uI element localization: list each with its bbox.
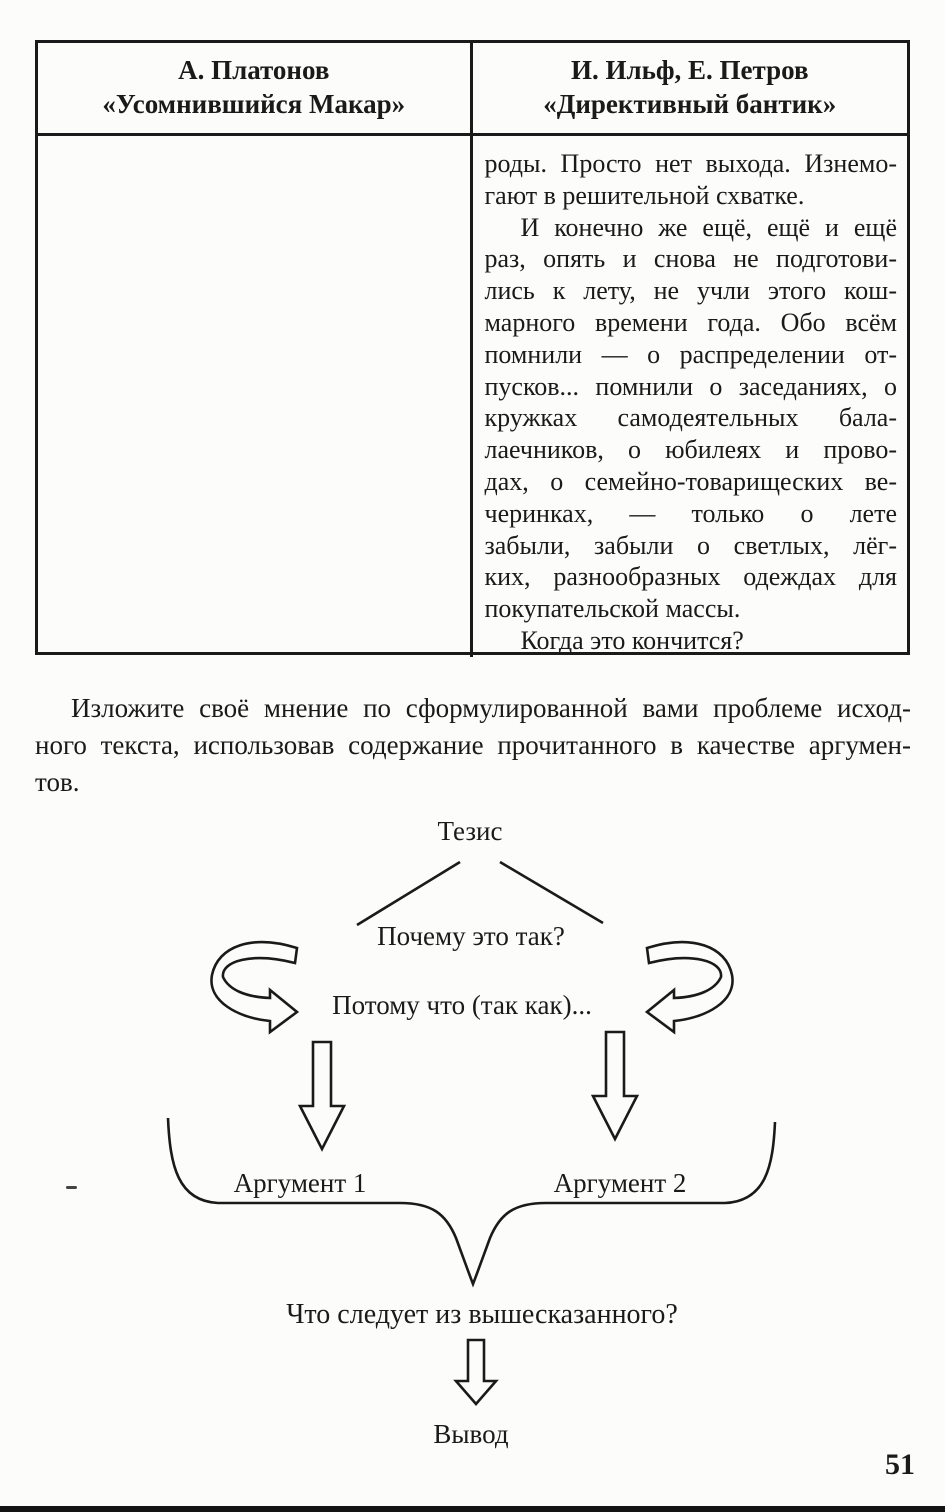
table-cell-excerpt: [473, 136, 908, 657]
excerpt-line: Когда это кончится?: [520, 625, 744, 655]
excerpt-line: лись к лету, не учли этого кош-: [484, 276, 897, 306]
excerpt-line: ких, разнообразных одеждах для: [484, 562, 897, 592]
diagram-label-argument1: Аргумент 1: [233, 1168, 367, 1198]
instruction-line: тов.: [35, 767, 80, 797]
excerpt-line: раз, опять и снова не подготови-: [484, 244, 897, 274]
excerpt-line: И конечно же ещё, ещё и ещё: [520, 212, 897, 242]
diagram-label-conclusion: Вывод: [433, 1419, 509, 1449]
down-arrow-argument1-icon: [300, 1042, 344, 1149]
excerpt-line: кружках самодеятельных бала-: [484, 403, 897, 433]
down-arrow-conclusion-icon: [456, 1340, 496, 1404]
page-bottom-edge: [0, 1506, 945, 1512]
diagram-label-thesis: Тезис: [437, 816, 503, 846]
header-author-right: И. Ильф, Е. Петров: [570, 55, 809, 85]
header-author-left: А. Платонов: [178, 55, 330, 85]
loop-arrow-right-icon: [647, 942, 733, 1032]
task-instruction: [35, 690, 911, 801]
excerpt-line: помнили — о распределении от-: [484, 339, 897, 369]
header-title-right: «Директивный бантик»: [543, 89, 837, 119]
table-cell-platonov-empty: [38, 136, 473, 657]
excerpt-line: пусков... помнили о заседаниях, о: [484, 371, 897, 401]
loop-arrow-left-icon: [211, 942, 297, 1032]
excerpt-line: гают в решительной схватке.: [484, 180, 805, 210]
page-number: 51: [885, 1448, 915, 1481]
diagram-label-why: Почему это так?: [377, 921, 565, 951]
header-title-left: «Усомнившийся Макар»: [102, 89, 406, 119]
branch-line-right: [500, 862, 603, 923]
diagram-label-because: Потому что (так как)...: [332, 990, 592, 1020]
instruction-line: ного текста, использовав содержание прочитанного в качестве аргумен-: [35, 730, 911, 760]
excerpt-line: роды. Просто нет выхода. Изнемо-: [484, 149, 897, 178]
excerpt-line: черинках, — только о лете: [484, 498, 897, 528]
gathering-brace: [168, 1118, 775, 1284]
excerpt-line: покупательской массы.: [484, 594, 741, 624]
instruction-line: Изложите своё мнение по сформулированной вами проблеме исход-: [71, 693, 911, 723]
table-header-platonov: [38, 43, 473, 133]
excerpt-line: лаечников, о юбилеях и прово-: [484, 435, 897, 465]
scan-artifact-dash: [66, 1186, 77, 1189]
diagram-label-argument2: Аргумент 2: [553, 1168, 687, 1198]
branch-line-left: [357, 862, 460, 925]
table-header-ilf-petrov: [473, 43, 908, 133]
diagram-label-follows: Что следует из вышесказанного?: [286, 1299, 678, 1330]
table-header-row: [38, 43, 907, 136]
excerpt-line: дах, о семейно-товарищеских ве-: [484, 466, 897, 496]
down-arrow-argument2-icon: [593, 1032, 637, 1139]
excerpt-line: забыли, забыли о светлых, лёг-: [484, 530, 897, 560]
excerpt-line: марного времени года. Обо всём: [484, 307, 897, 337]
table-body-row: [38, 136, 907, 657]
comparison-table: [35, 40, 910, 655]
